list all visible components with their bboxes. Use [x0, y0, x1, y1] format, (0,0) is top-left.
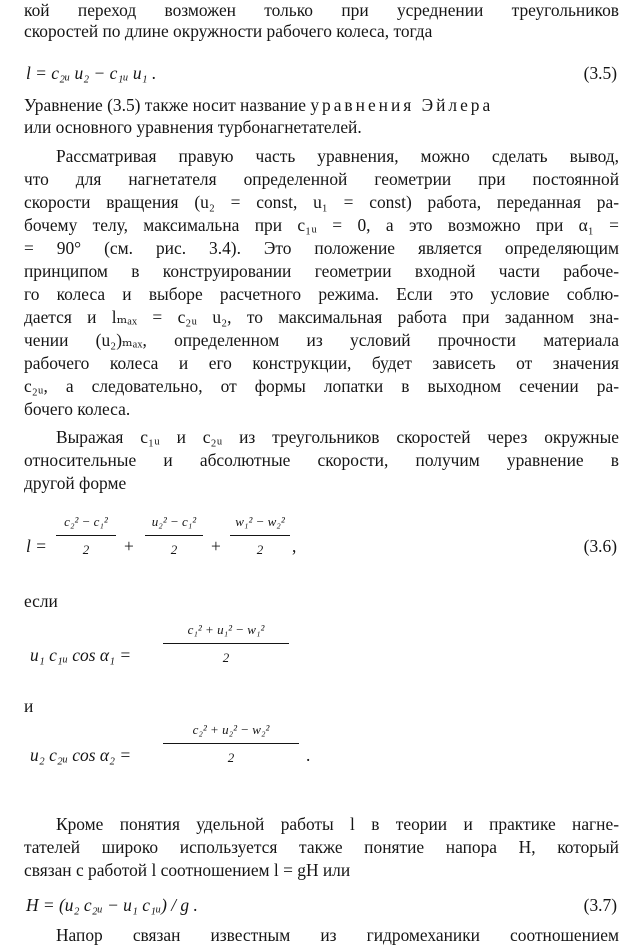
text-line-6: что для нагнетателя определенной геометрии при постоянной: [24, 169, 619, 189]
text-line-13: чении (u₂)ₘₐₓ, определенном из условий прочности материала: [24, 330, 619, 350]
equation-3-6-fraction-2: [145, 514, 203, 558]
period: .: [306, 745, 311, 765]
equation-number-3-6: (3.6): [583, 536, 617, 556]
equation-3-6-fraction-1: [56, 514, 116, 558]
text-line-25: Напор связан известным из гидромеханики соотношением: [56, 925, 619, 945]
equation-number-3-7: (3.7): [583, 895, 617, 915]
equation-a-lhs: u₁ c₁ᵤ cos α₁ =: [30, 645, 132, 665]
text-line-16: бочего колеса.: [24, 399, 131, 419]
text-line-14: рабочего колеса и его конструкции, будет зависеть от значения: [24, 353, 619, 373]
fraction-bar: [145, 535, 203, 536]
text-line-23: тателей широко используется также понятие напора H, который: [24, 837, 619, 857]
equation-a-fraction: [163, 622, 289, 666]
text-line-4: или основного уравнения турбонагнетателей.: [24, 117, 362, 137]
fraction-denominator: 2: [227, 750, 235, 765]
text-run: Уравнение (3.5) также носит название: [24, 95, 306, 115]
equation-3-6-lhs: l =: [26, 536, 47, 556]
plus-sign: +: [124, 536, 134, 556]
text-line-9: = 90° (см. рис. 3.4). Это положение является определяющим: [24, 238, 619, 258]
fraction-numerator: w₁² − w₂²: [235, 514, 285, 529]
fraction-denominator: 2: [170, 542, 178, 557]
fraction-bar: [230, 535, 290, 536]
fraction-numerator: u₂² − c₁²: [151, 514, 197, 529]
fraction-bar: [163, 643, 289, 644]
text-line-1: кой переход возможен только при усреднении треугольников: [24, 0, 619, 20]
text-line-19: другой форме: [24, 473, 127, 493]
equation-b-lhs: u₂ c₂ᵤ cos α₂ =: [30, 745, 132, 765]
fraction-denominator: 2: [82, 542, 90, 557]
fraction-bar: [56, 535, 116, 536]
comma: ,: [292, 536, 297, 556]
text-line-2: скоростей по длине окружности рабочего колеса, тогда: [24, 21, 433, 41]
equation-number-3-5: (3.5): [583, 63, 617, 83]
text-line-18: относительные и абсолютные скорости, получим уравнение в: [24, 450, 619, 470]
fraction-bar: [163, 743, 299, 744]
text-line-3: [24, 95, 619, 115]
equation-b-fraction: [163, 722, 299, 766]
text-line-24: связан с работой l соотношением l = gH или: [24, 860, 351, 880]
text-line-10: принципом в конструировании геометрии входной части рабоче-: [24, 261, 619, 281]
text-line-7: скорости вращения (u₂ = const, u₁ = const) работа, переданная ра-: [24, 192, 619, 212]
fraction-numerator: c₂² + u₂² − w₂²: [192, 722, 270, 737]
text-line-12: дается и lₘₐₓ = c₂ᵤ u₂, то максимальная работа при заданном зна-: [24, 307, 619, 327]
fraction-denominator: 2: [222, 650, 230, 665]
text-line-8: бочему телу, максимальна при c₁ᵤ = 0, а это возможно при α₁ =: [24, 215, 619, 235]
plus-sign: +: [211, 536, 221, 556]
text-line-21: и: [24, 696, 34, 716]
text-line-15: c₂ᵤ, а следовательно, от формы лопатки в выходном сечении ра-: [24, 376, 619, 396]
equation-3-5: l = c₂ᵤ u₂ − c₁ᵤ u₁ .: [26, 63, 157, 83]
text-line-17: Выражая c₁ᵤ и c₂ᵤ из треугольников скоростей через окружные: [56, 427, 619, 447]
text-line-22: Кроме понятия удельной работы l в теории и практике нагне-: [56, 814, 619, 834]
equation-3-7: H = (u₂ c₂ᵤ − u₁ c₁ᵤ) / g .: [26, 895, 198, 915]
text-line-20: если: [24, 591, 58, 611]
text-line-11: го колеса и выборе расчетного режима. Если это условие соблю-: [24, 284, 619, 304]
text-line-5: Рассматривая правую часть уравнения, можно сделать вывод,: [56, 146, 619, 166]
fraction-numerator: c₁² + u₁² − w₁²: [187, 622, 265, 637]
fraction-numerator: c₂² − c₁²: [64, 514, 108, 529]
emphasized-term: уравнения Эйлера: [310, 95, 494, 115]
equation-3-6-fraction-3: [230, 514, 290, 558]
fraction-denominator: 2: [256, 542, 264, 557]
